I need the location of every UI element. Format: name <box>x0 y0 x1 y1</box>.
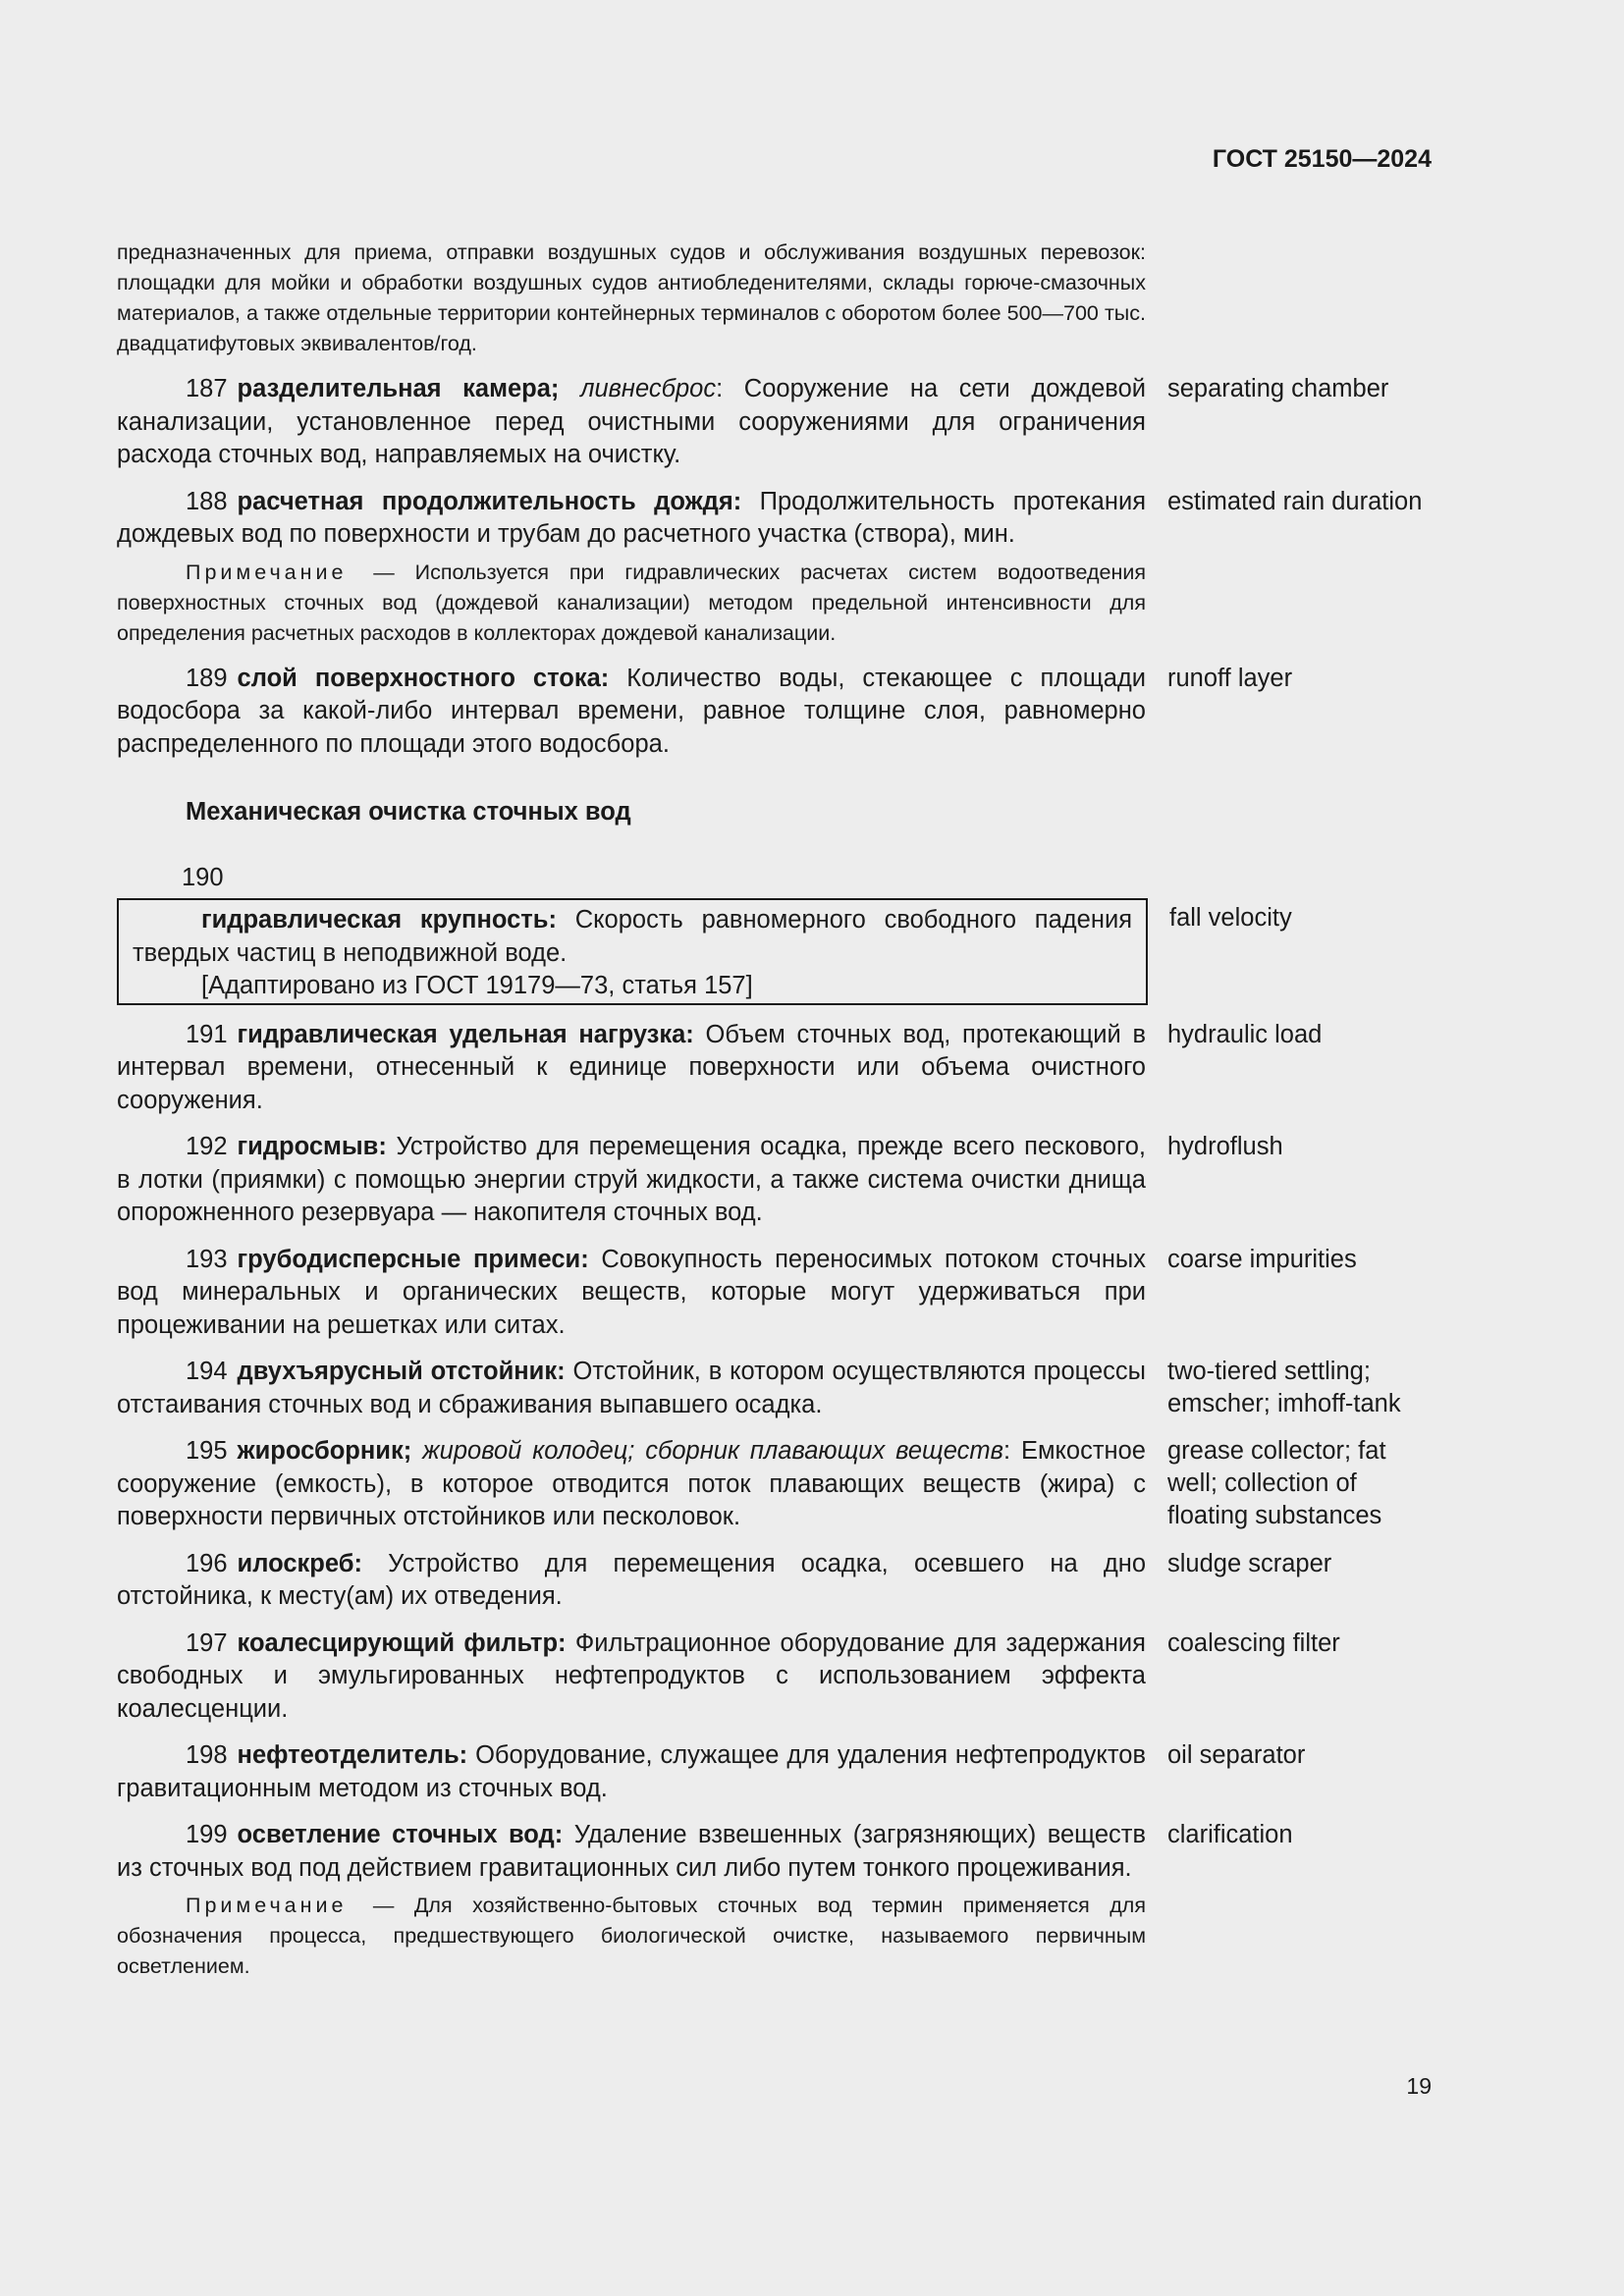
term-number: 199 <box>186 1821 228 1848</box>
term-entry-192 <box>117 1131 1433 1230</box>
page-number: 19 <box>1406 2073 1432 2099</box>
term-definition: : Емкостное сооружение (емкость), в которое отводится поток плавающих веществ (жира) с поверхности первичных отстойников или песколовок. <box>117 1437 1146 1530</box>
term-number: 191 <box>186 1020 228 1048</box>
term-definition: Скорость равномерного свободного падения твердых частиц в неподвижной воде. <box>133 906 1132 967</box>
term-entry-197 <box>117 1628 1433 1727</box>
term-english: runoff layer <box>1167 664 1293 692</box>
term-name: двухъярусный отстойник: <box>237 1358 566 1385</box>
term-definition: Объем сточных вод, протекающий в интервал времени, отнесенный к единице поверхности или объема очистного сооружения. <box>117 1020 1147 1114</box>
term-definition: Количество воды, стекающее с площади водосбора за какой-либо интервал времени, равное толщине слоя, равномерно распределенного по площади этого водосбора. <box>117 664 1147 758</box>
document-header: ГОСТ 25150—2024 <box>1212 145 1432 173</box>
term-english: fall velocity <box>1169 904 1292 932</box>
term-definition: Продолжительность протекания дождевых вод по поверхности и трубам до расчетного участка (створа), мин. <box>117 487 1147 548</box>
note-label: Примечание <box>186 560 348 584</box>
adapted-term-box <box>117 898 1148 1005</box>
term-number: 196 <box>186 1549 228 1577</box>
term-entry-189 <box>117 663 1433 762</box>
term-name: слой поверхностного стока: <box>237 664 610 692</box>
term-name: гидросмыв: <box>237 1133 387 1160</box>
term-english: oil separator <box>1167 1741 1306 1769</box>
term-english: hydroflush <box>1167 1133 1283 1160</box>
term-definition: Оборудование, служащее для удаления нефтепродуктов гравитационным методом из сточных вод. <box>117 1741 1146 1802</box>
term-name: гидравлическая удельная нагрузка: <box>237 1020 694 1048</box>
term-number: 192 <box>186 1133 228 1160</box>
term-number: 190 <box>182 864 224 891</box>
term-number: 194 <box>186 1358 228 1385</box>
term-english: sludge scraper <box>1167 1549 1332 1577</box>
term-number: 187 <box>186 375 228 402</box>
term-entry-191 <box>117 1019 1433 1118</box>
term-name: расчетная продолжительность дождя: <box>237 487 742 515</box>
section-heading: Механическая очистка сточных вод <box>186 798 631 826</box>
term-english: coarse impurities <box>1167 1245 1357 1273</box>
term-definition: Совокупность переносимых потоком сточных вод минеральных и органических веществ, которые могут удерживаться при процеживании на решетках или ситах. <box>117 1245 1146 1339</box>
term-entry-193 <box>117 1244 1433 1343</box>
intro-text: предназначенных для приема, отправки воздушных судов и обслуживания воздушных перевозок: площадки для мойки и обработки воздушных судов антиобледенителями, склады горюче-смазочных материалов, а также отдельные территории контейнерных терминалов с оборотом более 500—700 тыс. двадцатифутовых эквивалентов/год. <box>117 240 1146 355</box>
term-entry-196 <box>117 1548 1433 1614</box>
term-english: clarification <box>1167 1821 1293 1848</box>
term-number: 188 <box>186 487 228 515</box>
term-definition: Устройство для перемещения осадка, прежде всего пескового, в лотки (приямки) с помощью энергии струй жидкости, а также система очистки днища опорожненного резервуара — накопителя сточных вод. <box>117 1133 1146 1226</box>
term-english: estimated rain duration <box>1167 487 1423 515</box>
term-entry-187 <box>117 373 1433 472</box>
term-number: 193 <box>186 1245 228 1273</box>
term-english: separating chamber <box>1167 375 1389 402</box>
term-entry-188 <box>117 486 1433 552</box>
term-name: жиросборник; <box>237 1437 412 1465</box>
term-name: осветление сточных вод: <box>237 1821 564 1848</box>
term-entry-195 <box>117 1435 1433 1534</box>
term-english: hydraulic load <box>1167 1020 1323 1048</box>
term-number: 189 <box>186 664 228 692</box>
term-name: гидравлическая крупность: <box>201 906 557 934</box>
term-name: грубодисперсные примеси: <box>237 1245 589 1273</box>
term-english: two-tiered settling; emscher; imhoff-tank <box>1167 1358 1401 1417</box>
term-entry-190 <box>117 898 1433 1005</box>
terms-body <box>117 238 1433 1982</box>
term-source: [Адаптировано из ГОСТ 19179—73, статья 157] <box>201 972 753 999</box>
term-definition: Отстойник, в котором осуществляются процессы отстаивания сточных вод и сбраживания выпавшего осадка. <box>117 1358 1147 1418</box>
term-name: разделительная камера; <box>237 375 560 402</box>
term-name: коалесцирующий фильтр: <box>237 1629 567 1657</box>
term-number: 197 <box>186 1629 228 1657</box>
term-definition: Фильтрационное оборудование для задержания свободных и эмульгированных нефтепродуктов с использованием эффекта коалесценции. <box>117 1629 1146 1723</box>
term-entry-199 <box>117 1819 1433 1885</box>
term-entry-194 <box>117 1356 1433 1421</box>
term-entry-198 <box>117 1739 1433 1805</box>
term-definition: Удаление взвешенных (загрязняющих) веществ из сточных вод под действием гравитационных сил либо путем тонкого процеживания. <box>117 1821 1147 1882</box>
term-english: grease collector; fat well; collection of floating substances <box>1167 1437 1386 1529</box>
note-188 <box>117 558 1433 649</box>
term-synonym: жировой колодец; сборник плавающих веществ <box>422 1437 1003 1465</box>
note-label: Примечание <box>186 1894 348 1917</box>
note-199 <box>117 1891 1433 1982</box>
term-name: нефтеотделитель: <box>237 1741 468 1769</box>
term-name: илоскреб: <box>237 1549 362 1577</box>
term-english: coalescing filter <box>1167 1629 1340 1657</box>
term-synonym: ливнесброс <box>580 375 717 402</box>
intro-row <box>117 238 1433 359</box>
note-text: — Используется при гидравлических расчетах систем водоотведения поверхностных сточных вод (дождевой канализации) методом предельной интенсивности для определения расчетных расходов в коллекторах дождевой канализации. <box>117 560 1146 645</box>
term-definition: Устройство для перемещения осадка, осевшего на дно отстойника, к месту(ам) их отведения. <box>117 1549 1146 1610</box>
term-definition: : Сооружение на сети дождевой канализации, установленное перед очистными сооружениями для ограничения расхода сточных вод, направляемых на очистку. <box>117 375 1146 468</box>
term-number: 195 <box>186 1437 228 1465</box>
term-number: 198 <box>186 1741 228 1769</box>
note-text: — Для хозяйственно-бытовых сточных вод термин применяется для обозначения процесса, предшествующего биологической очистке, называемого первичным осветлением. <box>117 1894 1146 1978</box>
